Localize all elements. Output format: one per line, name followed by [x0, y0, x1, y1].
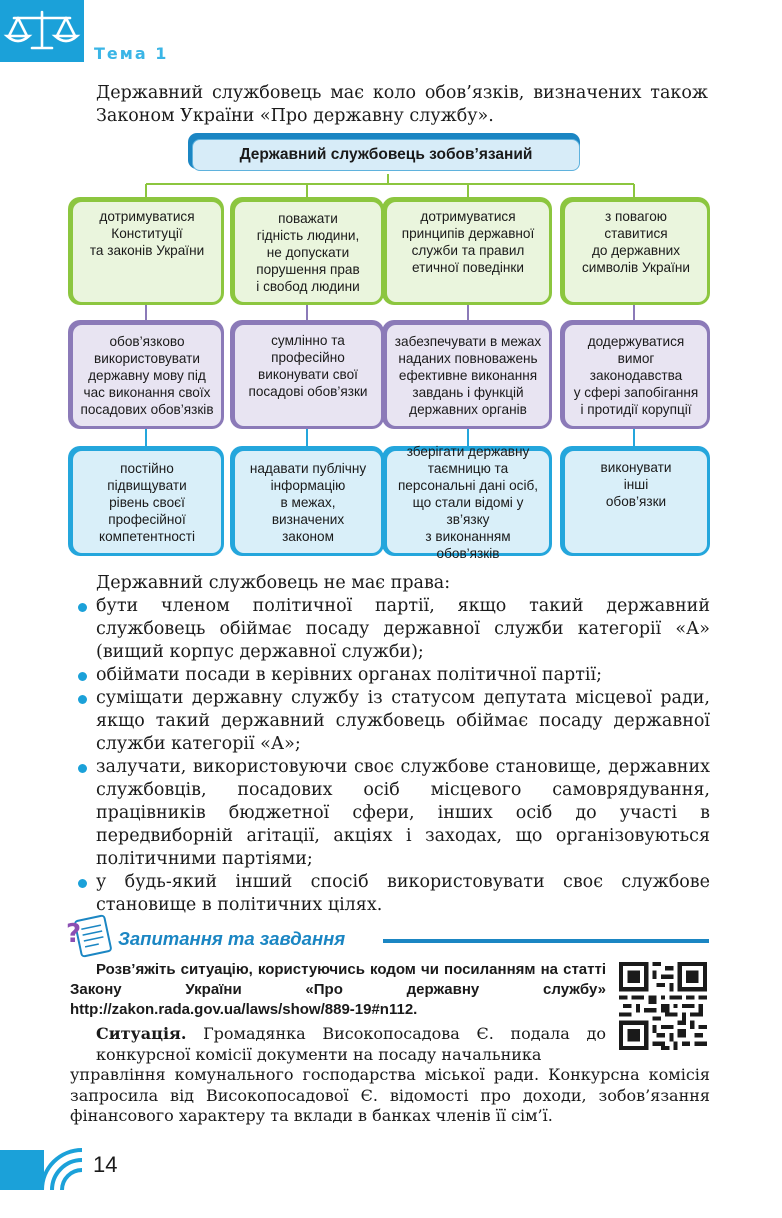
bullet-icon: [78, 695, 87, 704]
list-item: бути членом політичної партії, якщо такий державний службовець обіймає посаду державної служби категорії «А» (вищий корпус державної служби);: [72, 595, 710, 664]
list-item: у будь-який інший спосіб використовувати своє службове становище в політичних цілях.: [72, 871, 710, 917]
list-item: залучати, використовуючи своє службове становище, державних службовців, посадових осіб місцевого самоврядування, працівників бюджетної сфери, інших осіб до участі в передвиборній агітації, акціях і заходах, що організовуються політичними партіями;: [72, 756, 710, 871]
duty-box-5: обов’язково використовувати державну мову під час виконання своїх посадових обов’язків: [72, 324, 222, 427]
duty-box-6: сумлінно та професійно виконувати свої посадові обов’язки: [234, 324, 382, 427]
list-item: обіймати посади в керівних органах політичної партії;: [72, 664, 710, 687]
duty-box-1: дотримуватися Конституції та законів України: [72, 201, 222, 303]
duty-box-9: постійно підвищувати рівень своєї професійної компетентності: [72, 450, 222, 554]
rights-lead: Державний службовець не має права:: [96, 573, 451, 593]
rights-section: [72, 572, 710, 917]
bullet-icon: [78, 764, 87, 773]
duty-box-7: забезпечувати в межах наданих повноважень ефективне виконання завдань і функцій державних органів: [386, 324, 550, 427]
situation-text: Ситуація. Громадянка Високопосадова Є. подала до конкурсної комісії документи на посаду начальника управління комунального господарства міської ради. Конкурсна комісія запросила від Високопосадової Є. відомості про доходи, зобов’язання фінансового характеру та вклади в банках членів її сім’ї.: [70, 1024, 710, 1125]
list-item: суміщати державну службу із статусом депутата місцевої ради, якщо такий державний службовець обіймає посаду державної служби категорії «А»;: [72, 687, 710, 756]
duty-box-12: виконувати інші обов’язки: [564, 450, 708, 554]
intro-paragraph: Державний службовець має коло обов’язків, визначених також Законом України «Про державну службу».: [96, 83, 708, 126]
duty-box-8: додержуватися вимог законодавства у сфері запобігання і протидії корупції: [564, 324, 708, 427]
bullet-icon: [78, 603, 87, 612]
diagram-title-box: [188, 133, 588, 175]
wave-arcs-icon: [30, 1136, 90, 1196]
diagram-title: Державний службовець зобов’язаний: [192, 139, 580, 171]
bullet-icon: [78, 879, 87, 888]
questions-icon: [64, 912, 114, 958]
duty-box-3: дотримуватися принципів державної служби та правил етичної поведінки: [386, 201, 550, 303]
theme-label: Тема 1: [94, 44, 169, 63]
duty-box-10: надавати публічну інформацію в межах, визначених законом: [234, 450, 382, 554]
page-number: 14: [93, 1152, 118, 1177]
svg-text:?: ?: [66, 919, 82, 949]
bullet-icon: [78, 672, 87, 681]
task-text: Розв’яжіть ситуацію, користуючись кодом чи посиланням на статті Закону України «Про державну службу» http://zakon.rada.gov.ua/laws/show/889-19#n112.: [70, 961, 606, 1018]
situation-label: Ситуація.: [96, 1024, 187, 1043]
questions-heading: Запитання та завдання: [118, 928, 346, 949]
duty-box-4: з повагою ставитися до державних символів України: [564, 201, 708, 303]
duty-box-11: зберігати державну таємницю та персональні дані осіб, що стали відомі у зв’язку з виконанням обов’язків: [386, 450, 550, 554]
heading-rule: [383, 939, 709, 943]
duty-box-2: поважати гідність людини, не допускати порушення прав і свобод людини: [234, 201, 382, 303]
